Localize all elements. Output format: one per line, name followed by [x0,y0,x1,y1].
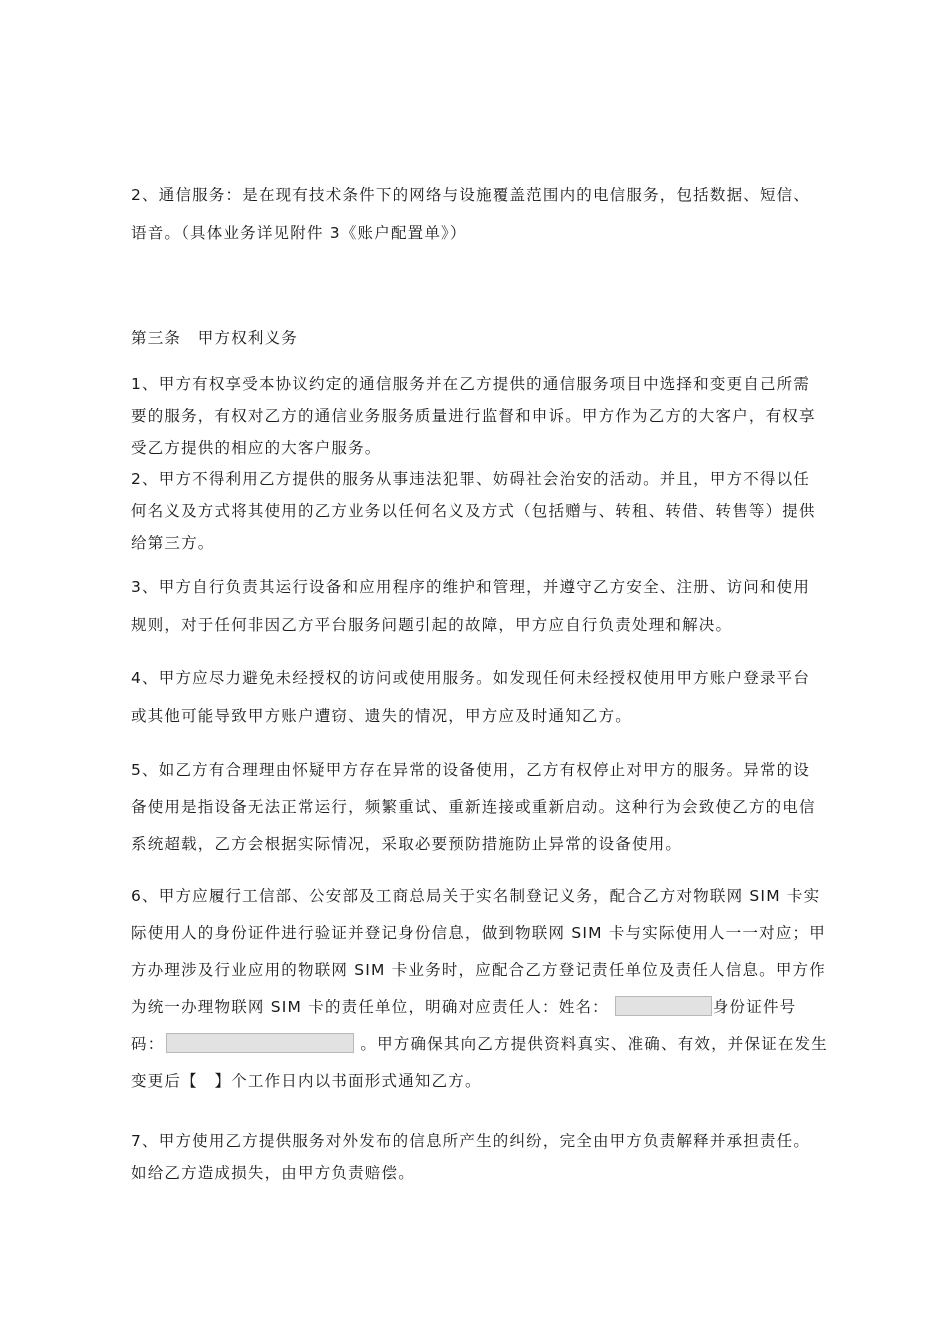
text-line-with-id-field [131,1028,851,1060]
responsible-person-name-field[interactable] [615,996,712,1016]
text-line: 给第三方。 [131,534,215,552]
text-line: 4、甲方应尽力避免未经授权的访问或使用服务。如发现任何未经授权使用甲方账户登录平台 [131,669,811,687]
clause-5 [131,754,851,860]
text-line: 方办理涉及行业应用的物联网 SIM 卡业务时，应配合乙方登记责任单位及责任人信息。甲方作 [131,961,826,979]
text-line: 际使用人的身份证件进行验证并登记身份信息，做到物联网 SIM 卡与实际使用人一一对应；甲 [131,924,826,942]
section-title-text: 第三条 甲方权利义务 [131,329,299,347]
text-segment: 。甲方确保其向乙方提供资料真实、准确、有效，并保证在发生 [360,1035,829,1053]
text-line: 变更后【 】个工作日内以书面形式通知乙方。 [131,1072,482,1090]
clause-6 [131,880,851,1097]
text-line: 语音。（具体业务详见附件 3《账户配置单》） [131,224,467,242]
id-number-field[interactable] [166,1033,354,1053]
text-segment: 为统一办理物联网 SIM 卡的责任单位，明确对应责任人：姓名： [131,998,609,1016]
text-line: 2、甲方不得利用乙方提供的服务从事违法犯罪、妨碍社会治安的活动。并且，甲方不得以任 [131,470,811,488]
text-segment: 码： [131,1035,165,1053]
clause-4 [131,662,851,732]
text-line: 如给乙方造成损失，由甲方负责赔偿。 [131,1164,415,1182]
clause-7 [131,1125,851,1189]
clause-2 [131,463,851,559]
text-line: 规则，对于任何非因乙方平台服务问题引起的故障，甲方应自行负责处理和解决。 [131,616,733,634]
para-communication-service [131,179,851,249]
text-line: 或其他可能导致甲方账户遭窃、遗失的情况，甲方应及时通知乙方。 [131,707,633,725]
text-line: 备使用是指设备无法正常运行，频繁重试、重新连接或重新启动。这种行为会致使乙方的电信 [131,798,816,816]
text-line-with-name-field [131,991,851,1023]
text-segment: 身份证件号 [712,998,797,1016]
text-line: 7、甲方使用乙方提供服务对外发布的信息所产生的纠纷，完全由甲方负责解释并承担责任。 [131,1132,811,1150]
text-line: 3、甲方自行负责其运行设备和应用程序的维护和管理，并遵守乙方安全、注册、访问和使用 [131,578,811,596]
text-line: 系统超载，乙方会根据实际情况，采取必要预防措施防止异常的设备使用。 [131,835,683,853]
text-line: 2、通信服务：是在现有技术条件下的网络与设施覆盖范围内的电信服务，包括数据、短信、 [131,186,811,204]
clause-3 [131,571,851,641]
text-line: 5、如乙方有合理理由怀疑甲方存在异常的设备使用，乙方有权停止对甲方的服务。异常的设 [131,761,811,779]
text-line: 要的服务，有权对乙方的通信业务服务质量进行监督和申诉。甲方作为乙方的大客户，有权享 [131,407,816,425]
text-line: 何名义及方式将其使用的乙方业务以任何名义及方式（包括赠与、转租、转借、转售等）提供 [131,502,816,520]
text-line: 6、甲方应履行工信部、公安部及工商总局关于实名制登记义务，配合乙方对物联网 SIM 卡实 [131,887,821,905]
text-line: 1、甲方有权享受本协议约定的通信服务并在乙方提供的通信服务项目中选择和变更自己所需 [131,375,811,393]
section-title [131,322,851,354]
text-line: 受乙方提供的相应的大客户服务。 [131,439,382,457]
clause-1 [131,368,851,464]
